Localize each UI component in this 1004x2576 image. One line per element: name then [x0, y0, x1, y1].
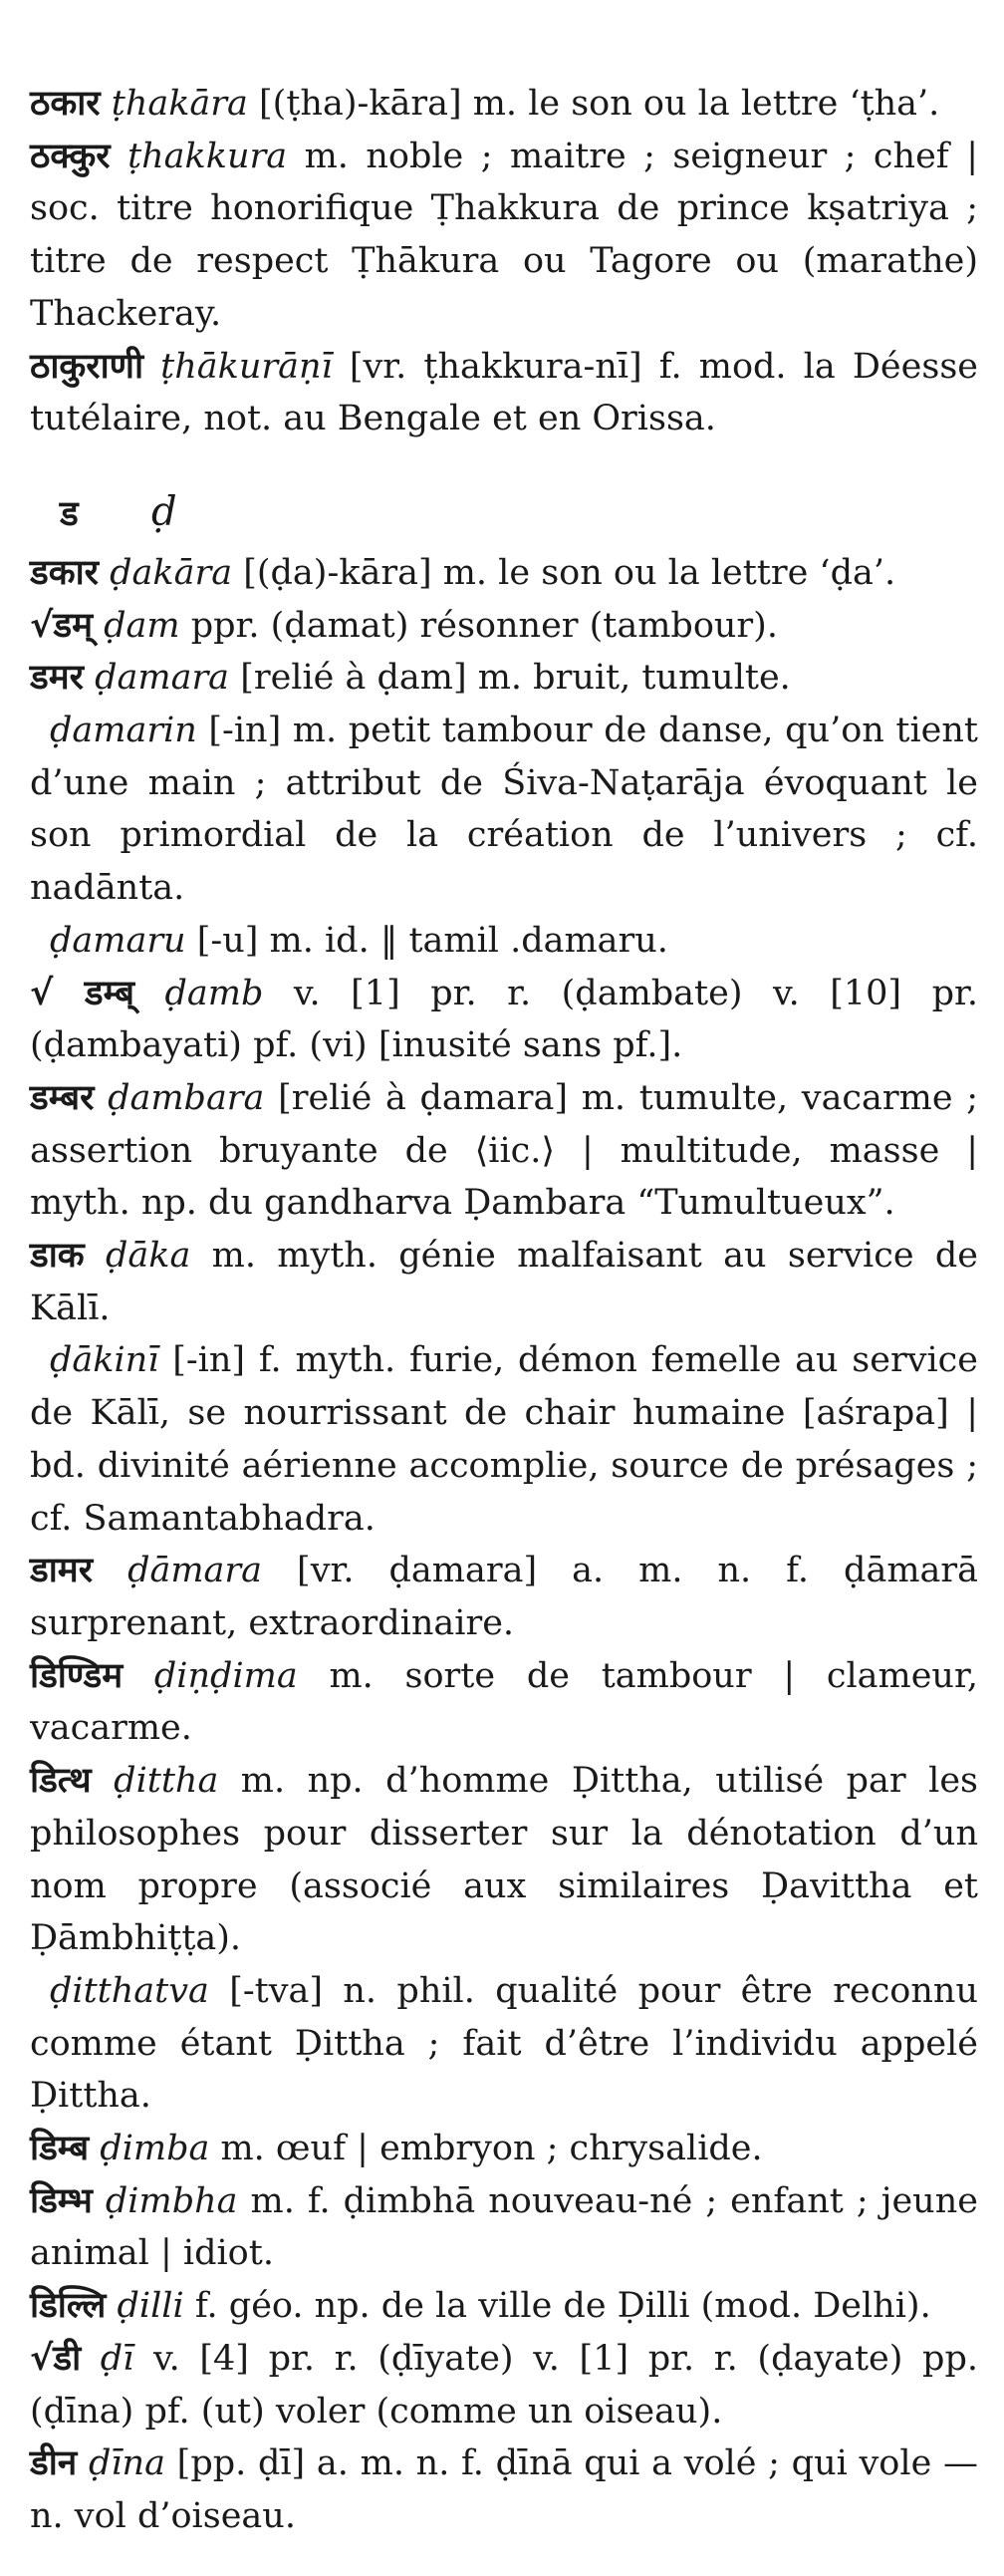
headword-transliteration: ḍakāra	[110, 552, 233, 593]
entry-dimba	[30, 2123, 978, 2175]
entry-ditthatva	[30, 1965, 978, 2123]
headword-transliteration: ṭhakkura	[127, 136, 288, 176]
entry-definition: m. sorte de tambour | clameur, vacarme.	[30, 1655, 978, 1749]
entry-daka	[30, 1230, 978, 1334]
entry-dindima	[30, 1650, 978, 1755]
headword-transliteration: ḍamarin	[50, 711, 197, 751]
headword-transliteration: ḍamb	[164, 973, 264, 1013]
headword-devanagari: ठाकुराणी	[30, 346, 144, 387]
headword-transliteration: ṭhākurāṇī	[160, 346, 333, 387]
headword-transliteration: ḍākinī	[50, 1340, 159, 1381]
headword-transliteration: ḍamaru	[50, 920, 186, 961]
headword-devanagari: डम्बर	[30, 1077, 95, 1118]
headword-devanagari: डीन	[30, 2443, 78, 2484]
headword-transliteration: ḍilli	[117, 2286, 184, 2327]
headword-transliteration: ḍamara	[95, 658, 230, 699]
headword-transliteration: ḍimbha	[105, 2180, 238, 2221]
headword-devanagari: डमर	[30, 658, 84, 699]
entry-thakurani	[30, 341, 978, 445]
headword-transliteration: ḍittha	[114, 1761, 219, 1802]
headword-transliteration: ṭhakāra	[111, 84, 248, 124]
headword-devanagari: डकार	[30, 552, 99, 593]
headword-devanagari: डाक	[30, 1236, 85, 1277]
entry-definition: m. f. ḍimbhā nouveau-né ; enfant ; jeune animal | idiot.	[30, 2180, 978, 2274]
entry-damara	[30, 652, 978, 705]
headword-devanagari: डित्थ	[30, 1761, 92, 1802]
entry-definition: [-tva] n. phil. qualité pour être reconnu comme étant Ḍittha ; fait d’être l’individu appelé Ḍittha.	[30, 1970, 978, 2117]
entry-definition: m. myth. génie malfaisant au service de Kālī.	[30, 1236, 978, 1328]
entry-definition: [(ṭha)-kāra] m. le son ou la lettre ‘ṭha’.	[247, 84, 940, 124]
entry-damarin	[30, 705, 978, 915]
headword-devanagari: डामर	[30, 1551, 94, 1591]
headword-devanagari: ठकार	[30, 84, 101, 124]
headword-transliteration: ḍitthatva	[50, 1970, 209, 2011]
entry-definition: v. [1] pr. r. (ḍambate) v. [10] pr. (ḍambayati) pf. (vi) [inusité sans pf.].	[30, 973, 978, 1066]
entry-damaru	[30, 915, 978, 968]
entry-definition: [-u] m. id. ‖ tamil .damaru.	[185, 920, 668, 961]
entry-definition: [relié à ḍamara] m. tumulte, vacarme ; assertion bruyante de ⟨iic.⟩ | multitude, masse | myth. np. du gandharva Ḍambara “Tumultueux”.	[30, 1077, 978, 1224]
headword-transliteration: ḍam	[104, 605, 180, 646]
headword-transliteration: ḍāka	[105, 1236, 191, 1277]
headword-devanagari: √ डम्ब्	[30, 973, 134, 1013]
entry-dittha	[30, 1755, 978, 1965]
headword-transliteration: ḍāmara	[127, 1551, 263, 1591]
entry-definition: [relié à ḍam] m. bruit, tumulte.	[229, 658, 791, 699]
headword-devanagari: डिण्डिम	[30, 1655, 124, 1696]
entry-definition: ppr. (ḍamat) résonner (tambour).	[179, 605, 778, 646]
entry-dakara	[30, 547, 978, 600]
headword-devanagari: डिम्ब	[30, 2129, 90, 2169]
entry-definition: m. noble ; maitre ; seigneur ; chef | soc. titre honorifique Ṭhakkura de prince kṣatriya ; titre de respect Ṭhākura ou Tagore ou (marathe) Thackeray.	[30, 136, 978, 334]
entry-dakini	[30, 1334, 978, 1545]
entry-damara-long	[30, 1545, 978, 1649]
entry-definition: [vr. ṭhakkura-nī] f. mod. la Déesse tutélaire, not. au Bengale et en Orissa.	[30, 346, 978, 439]
entry-dambara	[30, 1072, 978, 1230]
entry-dimbha	[30, 2175, 978, 2280]
entry-damb	[30, 968, 978, 1072]
entry-definition: [(ḍa)-kāra] m. le son ou la lettre ‘ḍa’.	[232, 552, 896, 593]
entry-definition: m. œuf | embryon ; chrysalide.	[209, 2129, 763, 2169]
headword-transliteration: ḍī	[100, 2338, 134, 2379]
headword-transliteration: ḍambara	[108, 1077, 265, 1118]
entry-dina	[30, 2437, 978, 2542]
dictionary-page	[30, 78, 978, 2543]
entry-thakkura	[30, 131, 978, 341]
entry-definition: v. [4] pr. r. (ḍīyate) v. [1] pr. r. (ḍayate) pp. (ḍīna) pf. (ut) voler (comme un oiseau).	[30, 2338, 978, 2432]
headword-transliteration: ḍimba	[100, 2129, 210, 2169]
headword-transliteration: ḍīna	[88, 2443, 165, 2484]
entry-dam	[30, 600, 978, 653]
section-heading	[30, 483, 978, 543]
entry-definition: m. np. d’homme Ḍittha, utilisé par les philosophes pour disserter sur la dénotation d’un nom propre (associé aux similaires Ḍavittha et Ḍāmbhiṭṭa).	[30, 1761, 978, 1959]
entry-definition: [-in] f. myth. furie, démon femelle au service de Kālī, se nourrissant de chair humaine [aśrapa] | bd. divinité aérienne accomplie, source de présages ; cf. Samantabhadra.	[30, 1340, 978, 1539]
entry-definition: [-in] m. petit tambour de danse, qu’on tient d’une main ; attribut de Śiva-Naṭarāja évoquant le son primordial de la création de l’univers ; cf. nadānta.	[30, 711, 978, 909]
headword-devanagari: डिल्लि	[30, 2286, 107, 2327]
entry-definition: [pp. ḍī] a. m. n. f. ḍīnā qui a volé ; qui vole — n. vol d’oiseau.	[30, 2443, 978, 2536]
section-letter-latin: ḍ	[151, 488, 177, 535]
headword-transliteration: ḍiṇḍima	[153, 1655, 298, 1696]
headword-devanagari: ठक्कुर	[30, 136, 111, 176]
entry-definition: [vr. ḍamara] a. m. n. f. ḍāmarā surprenant, extraordinaire.	[30, 1551, 978, 1643]
entry-definition: f. géo. np. de la ville de Ḍilli (mod. Delhi).	[183, 2286, 931, 2327]
headword-devanagari: डिम्भ	[30, 2180, 93, 2221]
headword-devanagari: √डी	[30, 2338, 82, 2379]
entry-di	[30, 2333, 978, 2437]
entry-thakara	[30, 78, 978, 131]
headword-devanagari: √डम्	[30, 605, 93, 646]
entry-dilli	[30, 2280, 978, 2333]
section-letter-devanagari: ड	[60, 493, 79, 534]
